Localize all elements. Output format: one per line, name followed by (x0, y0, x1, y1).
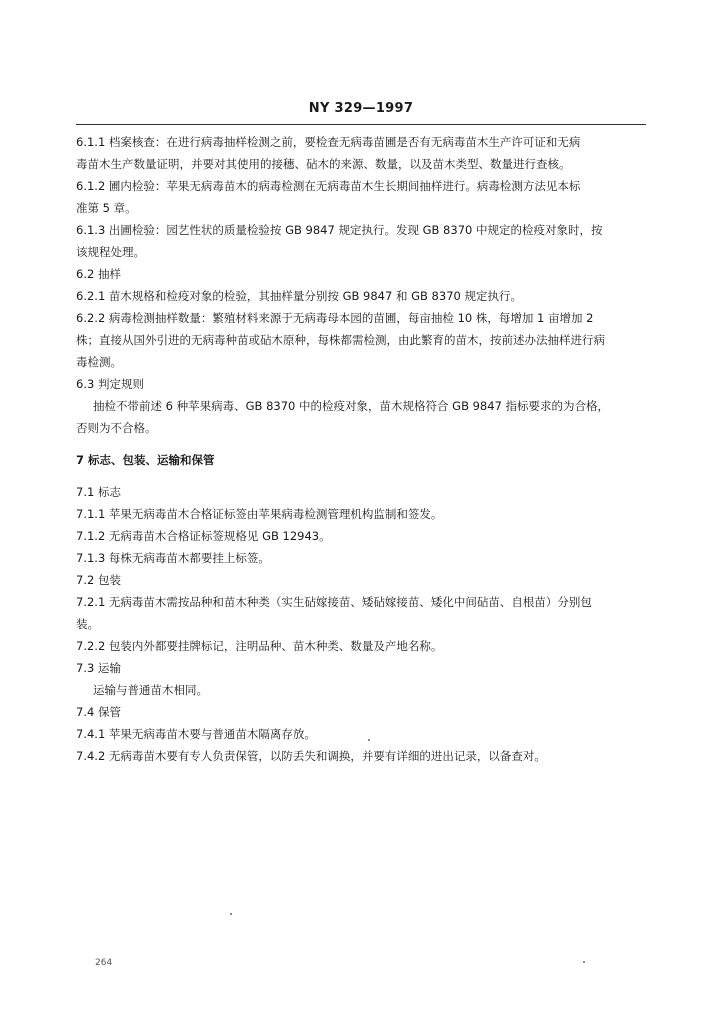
text-line: 否则为不合格。 (76, 421, 157, 435)
text-line: 7.3 运输 (76, 661, 121, 675)
text-line: 7.4.2 无病毒苗木要有专人负责保管，以防丢失和调换，并要有详细的进出记录，以备查对。 (76, 749, 546, 763)
standard-code-header: NY 329—1997 (308, 101, 414, 116)
section-heading: 7 标志、包装、运输和保管 (76, 453, 215, 467)
text-line: 株；直接从国外引进的无病毒种苗或砧木原种，每株都需检测，由此繁育的苗木，按前述办法抽样进行病 (76, 333, 605, 347)
scan-speck (230, 913, 232, 915)
text-line: 7.1.2 无病毒苗木合格证标签规格见 GB 12943。 (76, 529, 331, 543)
text-line: 7.1.3 每株无病毒苗木都要挂上标签。 (76, 551, 270, 565)
text-line: 6.1.3 出圃检验：园艺性状的质量检验按 GB 9847 规定执行。发现 GB 8370 中规定的检疫对象时，按 (76, 223, 603, 237)
text-line: 毒苗木生产数量证明，并要对其使用的接穗、砧木的来源、数量，以及苗木类型、数量进行查核。 (76, 157, 571, 171)
text-line: 7.2.2 包装内外都要挂牌标记，注明品种、苗木种类、数量及产地名称。 (76, 639, 443, 653)
text-line: 准第 5 章。 (76, 201, 137, 215)
page-number: 264 (95, 958, 113, 968)
text-line: 7.2 包装 (76, 573, 121, 587)
text-line: 7.4.1 苹果无病毒苗木要与普通苗木隔离存放。 (76, 727, 316, 741)
scan-speck (368, 739, 370, 741)
text-line: 7.2.1 无病毒苗木需按品种和苗木种类（实生砧嫁接苗、矮砧嫁接苗、矮化中间砧苗、自根苗）分别包 (76, 595, 592, 609)
text-line: 7.4 保管 (76, 705, 121, 719)
text-line: 该规程处理。 (76, 245, 145, 259)
text-line: 6.3 判定规则 (76, 377, 144, 391)
text-line: 6.2 抽样 (76, 267, 121, 281)
text-line: 6.1.1 档案核查：在进行病毒抽样检测之前，要检查无病毒苗圃是否有无病毒苗木生产许可证和无病 (76, 135, 581, 149)
text-line: 抽检不带前述 6 种苹果病毒、GB 8370 中的检疫对象，苗木规格符合 GB 9847 指标要求的为合格， (93, 399, 610, 413)
text-line: 装。 (76, 617, 99, 631)
text-line: 7.1 标志 (76, 485, 121, 499)
text-line: 6.2.2 病毒检测抽样数量：繁殖材料来源于无病毒母本园的苗圃，每亩抽检 10 株，每增加 1 亩增加 2 (76, 311, 594, 325)
text-line: 6.1.2 圃内检验：苹果无病毒苗木的病毒检测在无病毒苗木生长期间抽样进行。病毒检测方法见本标 (76, 179, 581, 193)
text-line: 6.2.1 苗木规格和检疫对象的检验，其抽样量分别按 GB 9847 和 GB 8370 规定执行。 (76, 289, 522, 303)
text-line: 毒检测。 (76, 355, 122, 369)
document-body (76, 131, 642, 767)
header-rule (76, 124, 646, 125)
text-line: 7.1.1 苹果无病毒苗木合格证标签由苹果病毒检测管理机构监制和签发。 (76, 507, 443, 521)
scan-speck (583, 961, 585, 963)
text-line: 运输与普通苗木相同。 (93, 683, 208, 697)
